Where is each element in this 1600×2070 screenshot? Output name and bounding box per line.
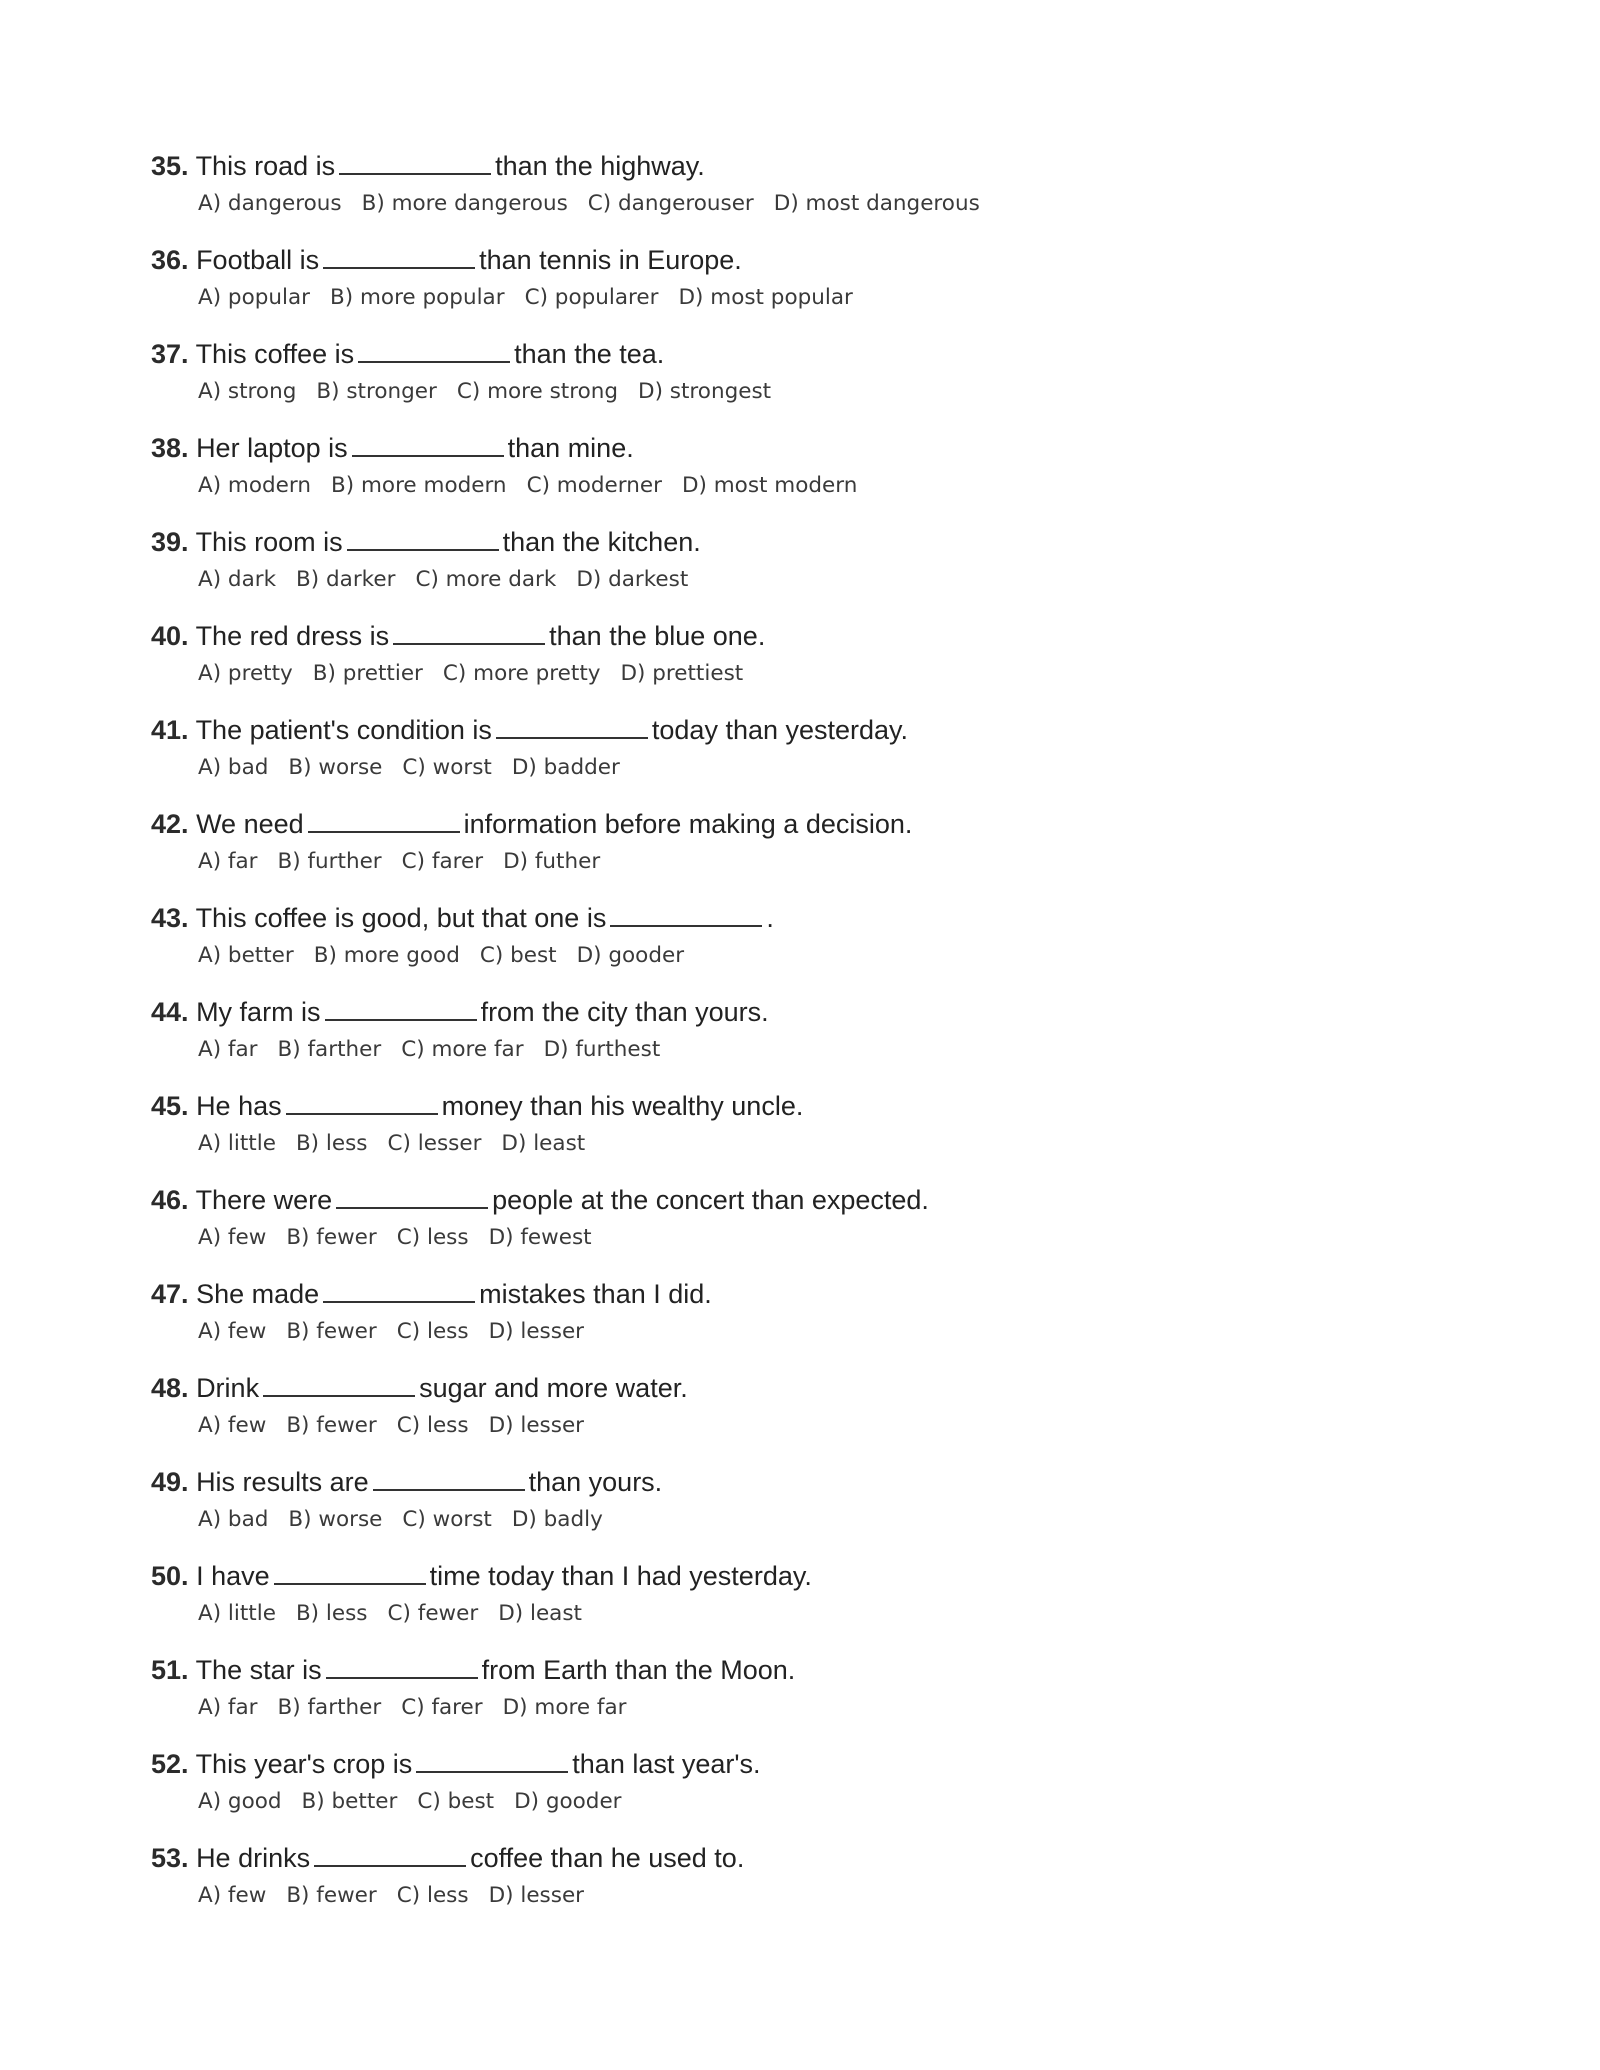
question-text-before: She made (196, 1279, 320, 1309)
question-number: 39. (151, 527, 189, 557)
question-item (151, 1558, 1451, 1652)
question-text-before: Her laptop is (196, 433, 348, 463)
question-item (151, 1370, 1451, 1464)
question-list (151, 148, 1451, 1934)
answer-option: C) worst (402, 1507, 492, 1532)
question-stem (151, 994, 1451, 1030)
question-text-after: than last year's. (572, 1749, 761, 1779)
question-item (151, 1088, 1451, 1182)
question-stem (151, 1182, 1451, 1218)
question-number: 49. (151, 1467, 189, 1497)
answer-blank (347, 527, 499, 551)
answer-blank (286, 1091, 438, 1115)
answer-options (198, 1033, 1451, 1067)
question-number: 36. (151, 245, 189, 275)
question-text-after: coffee than he used to. (470, 1843, 745, 1873)
answer-option: B) more dangerous (361, 191, 568, 216)
question-item (151, 806, 1451, 900)
question-stem (151, 336, 1451, 372)
answer-option: D) lesser (488, 1319, 585, 1344)
question-item (151, 1464, 1451, 1558)
question-text-before: His results are (196, 1467, 369, 1497)
answer-option: C) less (396, 1225, 469, 1250)
question-text-after: than the highway. (495, 151, 705, 181)
question-text-after: today than yesterday. (651, 715, 909, 745)
question-item (151, 900, 1451, 994)
answer-options (198, 939, 1451, 973)
question-stem (151, 1464, 1451, 1500)
answer-blank (393, 621, 545, 645)
question-item (151, 1840, 1451, 1934)
answer-option: D) futher (503, 849, 601, 874)
answer-option: B) further (277, 849, 382, 874)
question-text-after: than the kitchen. (502, 527, 701, 557)
question-text-before: Drink (196, 1373, 260, 1403)
question-stem (151, 1558, 1451, 1594)
answer-option: C) more pretty (442, 661, 601, 686)
question-text-after: mistakes than I did. (479, 1279, 712, 1309)
question-text-after: than mine. (507, 433, 634, 463)
answer-option: A) little (198, 1601, 276, 1626)
answer-option: D) lesser (488, 1883, 585, 1908)
answer-option: C) farer (401, 849, 484, 874)
answer-option: A) few (198, 1883, 267, 1908)
question-stem (151, 1370, 1451, 1406)
question-text-before: This road is (195, 151, 336, 181)
answer-options (198, 1691, 1451, 1725)
answer-option: C) popularer (524, 285, 659, 310)
answer-option: A) dangerous (198, 191, 342, 216)
answer-options (198, 469, 1451, 503)
answer-blank (373, 1467, 525, 1491)
answer-option: A) good (198, 1789, 282, 1814)
question-text-before: This coffee is good, but that one is (195, 903, 607, 933)
question-item (151, 336, 1451, 430)
answer-options (198, 281, 1451, 315)
answer-option: C) dangerouser (587, 191, 754, 216)
question-text-after: from the city than yours. (480, 997, 769, 1027)
answer-option: A) strong (198, 379, 297, 404)
answer-option: C) worst (402, 755, 492, 780)
question-text-before: The patient's condition is (195, 715, 492, 745)
question-number: 50. (151, 1561, 189, 1591)
answer-option: B) fewer (286, 1883, 377, 1908)
question-item (151, 618, 1451, 712)
answer-option: B) worse (288, 755, 383, 780)
question-text-before: This year's crop is (195, 1749, 413, 1779)
question-item (151, 524, 1451, 618)
question-text-before: My farm is (196, 997, 321, 1027)
question-text-before: The red dress is (195, 621, 390, 651)
question-item (151, 430, 1451, 524)
answer-options (198, 1785, 1451, 1819)
question-number: 45. (151, 1091, 189, 1121)
question-number: 38. (151, 433, 189, 463)
answer-option: A) bad (198, 1507, 269, 1532)
answer-option: C) less (396, 1883, 469, 1908)
answer-option: B) more popular (330, 285, 505, 310)
question-text-after: time today than I had yesterday. (429, 1561, 812, 1591)
question-text-before: I have (196, 1561, 270, 1591)
question-text-before: We need (196, 809, 304, 839)
answer-option: B) fewer (286, 1225, 377, 1250)
answer-options (198, 1221, 1451, 1255)
answer-option: D) most popular (678, 285, 853, 310)
answer-option: C) fewer (387, 1601, 479, 1626)
question-text-before: He drinks (196, 1843, 311, 1873)
answer-option: A) bad (198, 755, 269, 780)
question-stem (151, 712, 1451, 748)
answer-option: C) more strong (456, 379, 619, 404)
answer-option: A) dark (198, 567, 277, 592)
question-item (151, 1746, 1451, 1840)
answer-option: B) less (295, 1601, 368, 1626)
answer-option: B) farther (277, 1037, 382, 1062)
answer-options (198, 1879, 1451, 1913)
answer-options (198, 563, 1451, 597)
question-item (151, 712, 1451, 806)
question-number: 48. (151, 1373, 189, 1403)
answer-blank (325, 997, 477, 1021)
answer-option: B) farther (277, 1695, 382, 1720)
answer-options (198, 1597, 1451, 1631)
question-item (151, 1182, 1451, 1276)
answer-option: C) lesser (387, 1131, 482, 1156)
question-number: 51. (151, 1655, 189, 1685)
answer-option: B) fewer (286, 1319, 377, 1344)
question-number: 42. (151, 809, 189, 839)
answer-option: A) far (198, 849, 258, 874)
question-number: 41. (151, 715, 189, 745)
answer-option: D) gooder (576, 943, 685, 968)
answer-blank (323, 245, 475, 269)
answer-blank (326, 1655, 478, 1679)
question-stem (151, 242, 1451, 278)
answer-option: A) little (198, 1131, 276, 1156)
answer-option: D) strongest (638, 379, 772, 404)
answer-option: C) more dark (415, 567, 557, 592)
question-text-before: The star is (195, 1655, 322, 1685)
answer-option: D) furthest (543, 1037, 661, 1062)
question-stem (151, 430, 1451, 466)
answer-option: C) more far (401, 1037, 524, 1062)
answer-blank (496, 715, 648, 739)
answer-blank (610, 903, 762, 927)
answer-option: A) better (198, 943, 294, 968)
answer-blank (274, 1561, 426, 1585)
question-text-before: There were (195, 1185, 333, 1215)
answer-blank (263, 1373, 415, 1397)
answer-option: A) far (198, 1695, 258, 1720)
answer-option: D) least (501, 1131, 586, 1156)
question-text-before: This coffee is (195, 339, 355, 369)
question-text-after: than tennis in Europe. (479, 245, 742, 275)
answer-option: A) popular (198, 285, 310, 310)
answer-option: C) less (396, 1413, 469, 1438)
answer-option: A) pretty (198, 661, 293, 686)
answer-option: B) worse (288, 1507, 383, 1532)
question-text-after: . (766, 903, 774, 933)
question-item (151, 994, 1451, 1088)
answer-blank (314, 1843, 466, 1867)
answer-option: A) few (198, 1319, 267, 1344)
answer-option: D) darkest (576, 567, 689, 592)
question-text-after: sugar and more water. (419, 1373, 688, 1403)
answer-option: B) stronger (316, 379, 437, 404)
answer-option: C) best (417, 1789, 495, 1814)
question-stem (151, 1276, 1451, 1312)
answer-option: A) modern (198, 473, 311, 498)
question-stem (151, 1652, 1451, 1688)
answer-option: B) less (295, 1131, 368, 1156)
answer-option: B) more modern (331, 473, 507, 498)
question-number: 47. (151, 1279, 189, 1309)
question-number: 46. (151, 1185, 189, 1215)
answer-options (198, 751, 1451, 785)
question-number: 35. (151, 151, 189, 181)
answer-options (198, 1315, 1451, 1349)
answer-option: D) badder (511, 755, 620, 780)
question-number: 52. (151, 1749, 189, 1779)
answer-blank (339, 151, 491, 175)
answer-blank (416, 1749, 568, 1773)
question-text-after: information before making a decision. (463, 809, 913, 839)
answer-options (198, 1127, 1451, 1161)
answer-option: A) few (198, 1413, 267, 1438)
question-stem (151, 806, 1451, 842)
answer-option: B) darker (296, 567, 396, 592)
answer-blank (352, 433, 504, 457)
answer-option: A) few (198, 1225, 267, 1250)
answer-option: D) most modern (681, 473, 858, 498)
answer-blank (308, 809, 460, 833)
question-text-after: money than his wealthy uncle. (441, 1091, 804, 1121)
question-stem (151, 1840, 1451, 1876)
answer-options (198, 845, 1451, 879)
question-stem (151, 900, 1451, 936)
question-number: 44. (151, 997, 189, 1027)
answer-option: D) more far (502, 1695, 627, 1720)
question-text-after: people at the concert than expected. (492, 1185, 929, 1215)
answer-options (198, 657, 1451, 691)
question-number: 40. (151, 621, 189, 651)
question-item (151, 1276, 1451, 1370)
answer-option: A) far (198, 1037, 258, 1062)
question-number: 53. (151, 1843, 189, 1873)
question-item (151, 1652, 1451, 1746)
answer-options (198, 1409, 1451, 1443)
question-text-after: than the blue one. (549, 621, 766, 651)
answer-option: B) prettier (312, 661, 423, 686)
question-stem (151, 1088, 1451, 1124)
question-text-before: Football is (196, 245, 320, 275)
question-number: 43. (151, 903, 189, 933)
question-text-before: This room is (195, 527, 343, 557)
answer-option: D) most dangerous (773, 191, 980, 216)
question-text-after: than the tea. (514, 339, 665, 369)
answer-option: C) farer (401, 1695, 483, 1720)
answer-option: D) prettiest (620, 661, 744, 686)
answer-options (198, 187, 1451, 221)
answer-options (198, 1503, 1451, 1537)
question-text-before: He has (196, 1091, 282, 1121)
answer-option: C) less (396, 1319, 469, 1344)
question-text-after: than yours. (528, 1467, 663, 1497)
answer-blank (323, 1279, 475, 1303)
question-stem (151, 1746, 1451, 1782)
answer-option: D) lesser (488, 1413, 585, 1438)
answer-blank (358, 339, 510, 363)
question-item (151, 242, 1451, 336)
question-stem (151, 618, 1451, 654)
answer-option: B) fewer (286, 1413, 377, 1438)
question-stem (151, 524, 1451, 560)
question-item (151, 148, 1451, 242)
answer-option: B) better (301, 1789, 398, 1814)
answer-options (198, 375, 1451, 409)
answer-option: D) gooder (514, 1789, 622, 1814)
question-number: 37. (151, 339, 189, 369)
answer-option: D) fewest (488, 1225, 592, 1250)
answer-option: D) badly (511, 1507, 603, 1532)
answer-blank (336, 1185, 488, 1209)
question-text-after: from Earth than the Moon. (481, 1655, 796, 1685)
answer-option: B) more good (313, 943, 460, 968)
answer-option: C) moderner (526, 473, 662, 498)
question-stem (151, 148, 1451, 184)
answer-option: D) least (498, 1601, 582, 1626)
answer-option: C) best (479, 943, 557, 968)
